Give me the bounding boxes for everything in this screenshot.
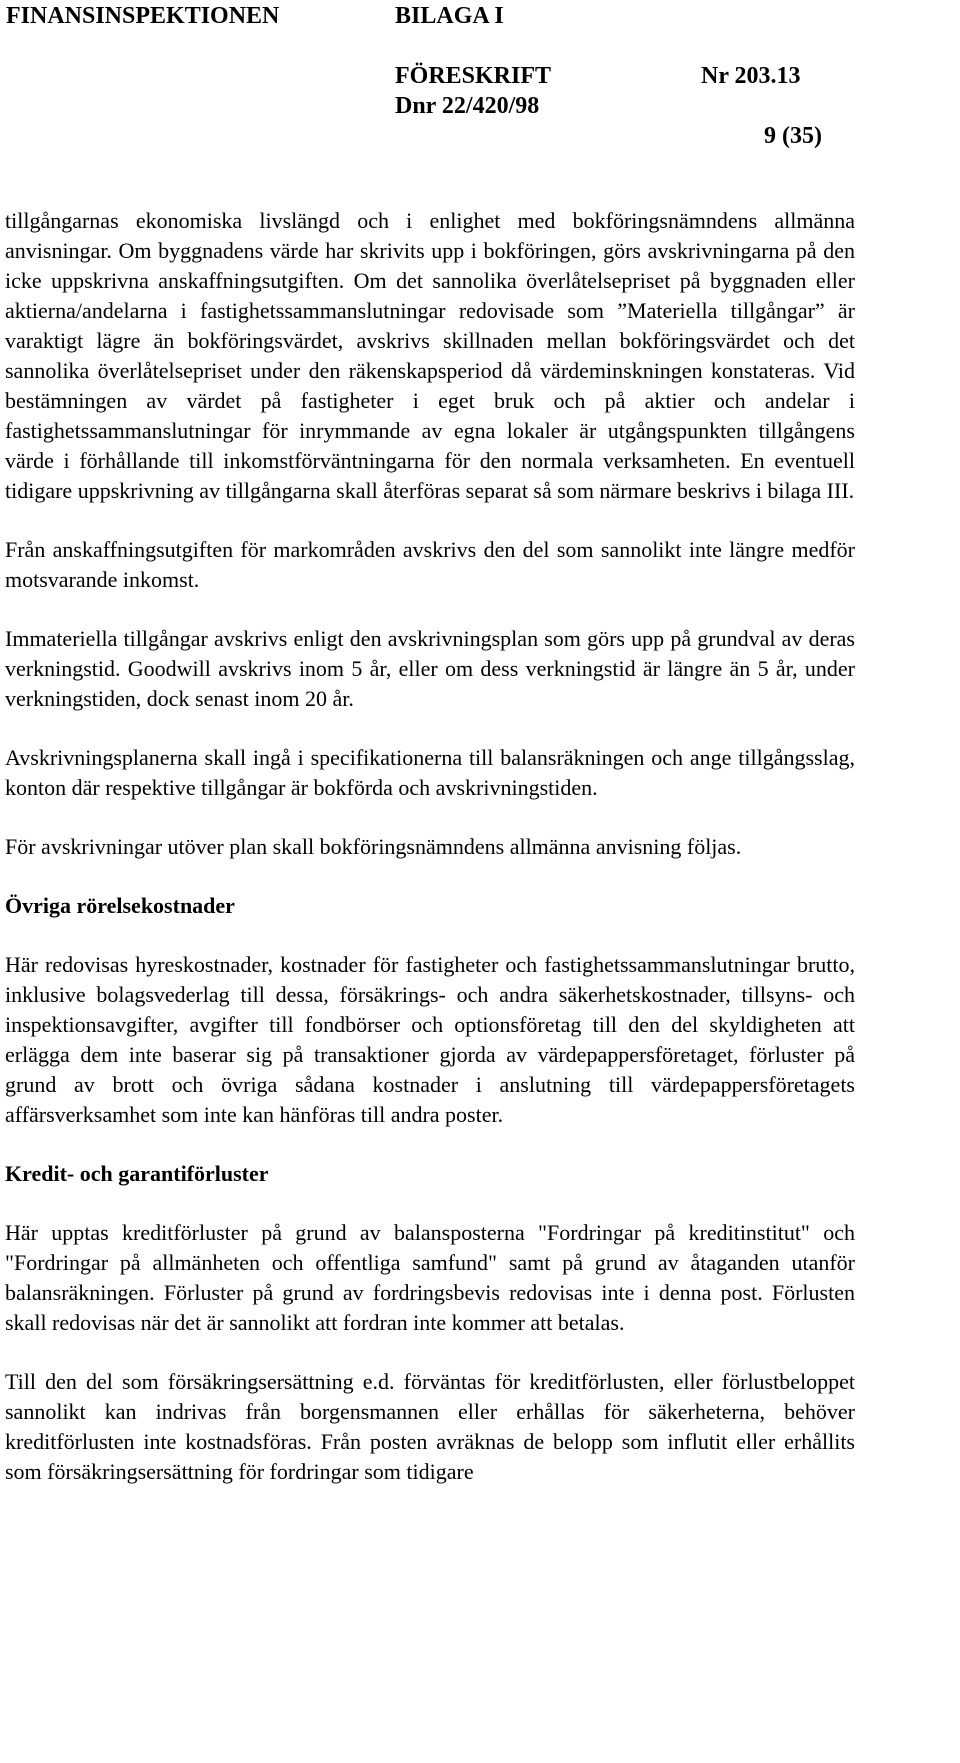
- paragraph: Från anskaffningsutgiften för markområden avskrivs den del som sannolikt inte längre medför motsvarande inkomst.: [5, 537, 855, 592]
- header-doc-type: FÖRESKRIFT: [395, 63, 552, 89]
- paragraph: Här upptas kreditförluster på grund av balansposterna "Fordringar på kreditinstitut" och "Fordringar på allmänheten och offentliga samfund" samt på grund av åtaganden utanför balansräkningen. Förluster på grund av fordringsbevis redovisas inte i denna post. Förlusten skall redovisas när det är sannolikt att fordran inte kommer att betalas.: [5, 1220, 855, 1335]
- document-body: [5, 206, 855, 1487]
- paragraph: Till den del som försäkringsersättning e.d. förväntas för kreditförlusten, eller förlustbeloppet sannolikt kan indrivas från borgensmannen eller erhållas för säkerheterna, behöver kreditförlusten inte kostnadsföras. Från posten avräknas de belopp som influtit eller erhållits som försäkringsersättning för fordringar som tidigare: [5, 1369, 855, 1484]
- section-heading: Övriga rörelsekostnader: [5, 893, 235, 918]
- header-appendix: BILAGA I: [395, 3, 504, 29]
- header-page-number: 9 (35): [764, 123, 822, 149]
- paragraph: För avskrivningar utöver plan skall bokföringsnämndens allmänna anvisning följas.: [5, 834, 742, 859]
- header-org: FINANSINSPEKTIONEN: [6, 3, 280, 29]
- section-heading: Kredit- och garantiförluster: [5, 1161, 269, 1186]
- paragraph: Immateriella tillgångar avskrivs enligt den avskrivningsplan som görs upp på grundval av deras verkningstid. Goodwill avskrivs inom 5 år, eller om dess verkningstid är längre än 5 år, under verkningstiden, dock senast inom 20 år.: [5, 626, 855, 711]
- paragraph: tillgångarnas ekonomiska livslängd och i enlighet med bokföringsnämndens allmänna anvisningar. Om byggnadens värde har skrivits upp i bokföringen, görs avskrivningarna på den icke uppskrivna anskaffningsutgiften. Om det sannolika överlåtelsepriset på byggnaden eller aktierna/andelarna i fastighetssammanslutningar redovisade som ”Materiella tillgångar” är varaktigt lägre än bokföringsvärdet, avskrivs skillnaden mellan bokföringsvärdet och det sannolika överlåtelsepriset under den räkenskapsperiod då värdeminskningen konstateras. Vid bestämningen av värdet på fastigheter i eget bruk och på aktier och andelar i fastighetssammanslutningar för inrymmande av egna lokaler är utgångspunkten tillgångens värde i förhållande till inkomstförväntningarna för den normala verksamheten. En eventuell tidigare uppskrivning av tillgångarna skall återföras separat så som närmare beskrivs i bilaga III.: [5, 208, 855, 503]
- header-number: Nr 203.13: [701, 63, 801, 89]
- header-dnr: Dnr 22/420/98: [395, 93, 540, 119]
- paragraph: Här redovisas hyreskostnader, kostnader för fastigheter och fastighetssammanslutningar brutto, inklusive bolagsvederlag till dessa, försäkrings- och andra säkerhetskostnader, tillsyns- och inspektionsavgifter, avgifter till fondbörser och optionsföretag till den del skyldigheten att erlägga dem inte baserar sig på transaktioner gjorda av värdepappersföretaget, förluster på grund av brott och övriga sådana kostnader i anslutning till värdepappersföretagets affärsverksamhet som inte kan hänföras till andra poster.: [5, 952, 855, 1127]
- paragraph: Avskrivningsplanerna skall ingå i specifikationerna till balansräkningen och ange tillgångsslag, konton där respektive tillgångar är bokförda och avskrivningstiden.: [5, 745, 855, 800]
